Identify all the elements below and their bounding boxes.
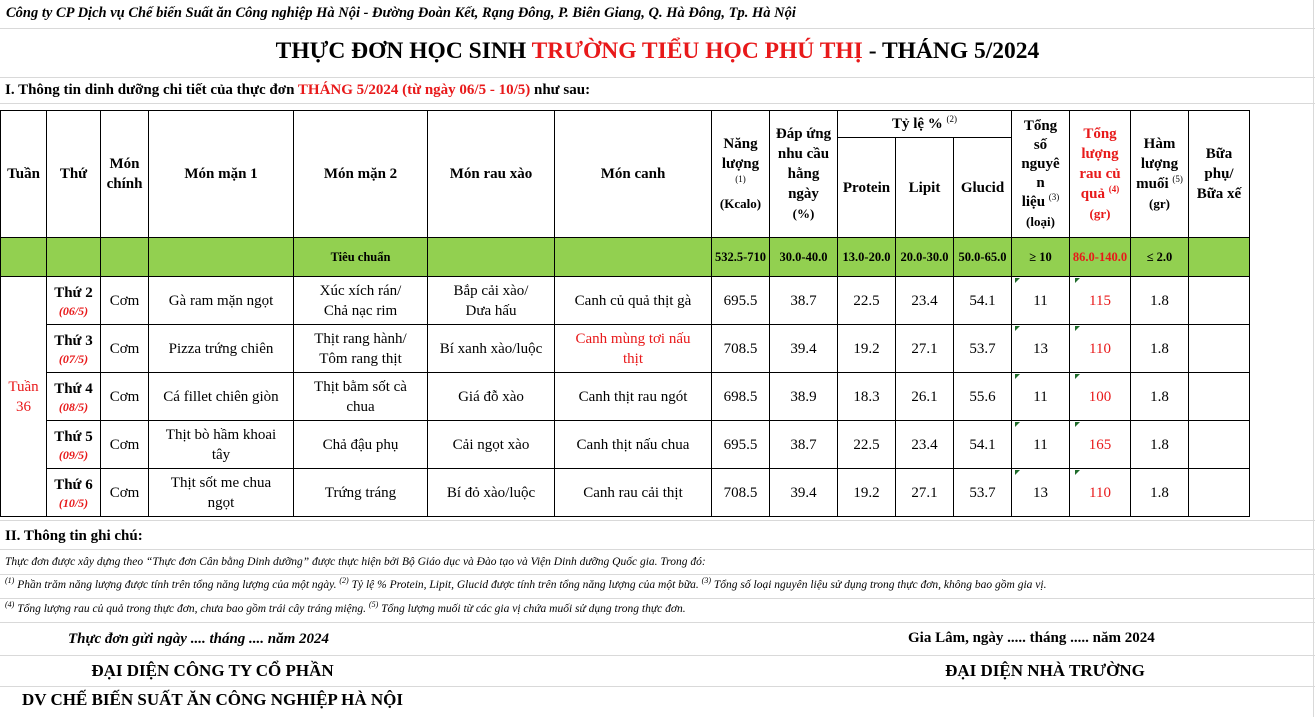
standard-row [1,238,1250,277]
day-cell: Thứ 4 (08/5) [47,373,101,421]
salt-value: 1.8 [1131,277,1189,325]
day-cell: Thứ 6 (10/5) [47,469,101,517]
standard-percent: 30.0-40.0 [770,238,838,277]
menu-table [0,110,1250,517]
main-dish: Cơm [101,373,149,421]
protein-value: 19.2 [838,469,896,517]
man2-dish: Chả đậu phụ [294,421,428,469]
man1-dish: Cá fillet chiên giòn [149,373,294,421]
comment-marker [1075,278,1080,283]
veg-dish: Giá đỗ xào [428,373,555,421]
company-rep-line-2: DV CHẾ BIẾN SUẤT ĂN CÔNG NGHIỆP HÀ NỘI [22,690,403,709]
ingredients-value: 13 [1012,469,1070,517]
header-mon-rau-xao: Món rau xào [428,111,555,238]
man2-dish: Xúc xích rán/ Chả nạc rim [294,277,428,325]
standard-ingredients: ≥ 10 [1012,238,1070,277]
section-1-period: THÁNG 5/2024 (từ ngày 06/5 - 10/5) [297,82,531,98]
header-ty-le: Tỷ lệ % $^{(2)}$ [838,111,1012,138]
soup-dish: Canh thịt nấu chua [555,421,712,469]
standard-lipit: 20.0-30.0 [896,238,954,277]
percent-value: 38.7 [770,421,838,469]
ingredients-value: 11 [1012,277,1070,325]
main-dish: Cơm [101,277,149,325]
standard-veg: 86.0-140.0 [1070,238,1131,277]
place-date: Gia Lâm, ngày ..... tháng ..... năm 2024 [908,630,1155,646]
header-mon-chinh: Món chính [101,111,149,238]
header-tong-so-nguyen-lieu: Tổng số nguyê n liệu $^{(3)}$ (loại) [1012,111,1070,238]
header-thu: Thứ [47,111,101,238]
main-dish: Cơm [101,325,149,373]
lipit-value: 23.4 [896,421,954,469]
day-cell: Thứ 2 (06/5) [47,277,101,325]
comment-marker [1075,422,1080,427]
percent-value: 38.9 [770,373,838,421]
week-cell: Tuần 36 [1,277,47,517]
header-tong-luong-rau: Tổng lượng rau củ quả $^{(4)}$ (gr) [1070,111,1131,238]
man2-dish: Thịt rang hành/ Tôm rang thịt [294,325,428,373]
lipit-value: 27.1 [896,469,954,517]
day-cell: Thứ 5 (09/5) [47,421,101,469]
sent-date: Thực đơn gửi ngày .... tháng .... năm 2024 [68,631,330,647]
soup-dish: Canh thịt rau ngót [555,373,712,421]
header-lipit: Lipit [896,138,954,238]
veg-value: 100 [1070,373,1131,421]
veg-value: 110 [1070,469,1131,517]
table-row [1,277,1250,325]
veg-value: 110 [1070,325,1131,373]
lipit-value: 27.1 [896,325,954,373]
energy-value: 708.5 [712,469,770,517]
header-protein: Protein [838,138,896,238]
energy-value: 708.5 [712,325,770,373]
comment-marker [1015,422,1020,427]
percent-value: 39.4 [770,325,838,373]
header-mon-man-2: Món mặn 2 [294,111,428,238]
man1-dish: Thịt bò hầm khoai tây [149,421,294,469]
man2-dish: Trứng tráng [294,469,428,517]
glucid-value: 55.6 [954,373,1012,421]
standard-glucid: 50.0-65.0 [954,238,1012,277]
comment-marker [1015,278,1020,283]
comment-marker [1015,374,1020,379]
snack-cell [1189,421,1250,469]
standard-salt: ≤ 2.0 [1131,238,1189,277]
school-rep: ĐẠI DIỆN NHÀ TRƯỜNG [945,661,1145,680]
title-prefix: THỰC ĐƠN HỌC SINH [275,38,532,64]
energy-value: 695.5 [712,421,770,469]
veg-value: 165 [1070,421,1131,469]
header-bua-phu: Bữa phụ/ Bữa xế [1189,111,1250,238]
veg-dish: Bí đỏ xào/luộc [428,469,555,517]
veg-dish: Cải ngọt xào [428,421,555,469]
percent-value: 38.7 [770,277,838,325]
protein-value: 22.5 [838,277,896,325]
energy-value: 698.5 [712,373,770,421]
glucid-value: 54.1 [954,277,1012,325]
standard-energy: 532.5-710 [712,238,770,277]
header-dap-ung: Đáp ứng nhu cầu hằng ngày (%) [770,111,838,238]
main-dish: Cơm [101,469,149,517]
percent-value: 39.4 [770,469,838,517]
soup-dish: Canh mùng tơi nấu thịt [555,325,712,373]
glucid-value: 53.7 [954,469,1012,517]
table-row [1,421,1250,469]
man1-dish: Thịt sốt me chua ngọt [149,469,294,517]
protein-value: 22.5 [838,421,896,469]
protein-value: 18.3 [838,373,896,421]
salt-value: 1.8 [1131,421,1189,469]
energy-value: 695.5 [712,277,770,325]
standard-label: Tiêu chuẩn [294,238,428,277]
veg-dish: Bí xanh xào/luộc [428,325,555,373]
standard-protein: 13.0-20.0 [838,238,896,277]
snack-cell [1189,325,1250,373]
lipit-value: 23.4 [896,277,954,325]
salt-value: 1.8 [1131,373,1189,421]
snack-cell [1189,277,1250,325]
salt-value: 1.8 [1131,469,1189,517]
man2-dish: Thịt bằm sốt cà chua [294,373,428,421]
comment-marker [1075,470,1080,475]
note-line-1: $^{(1)}$ Phần trăm năng lượng được tính trên tổng năng lượng của một ngày. $^{(2)}$ Tỷ lệ % Protein, Lipit, Glucid được tính trên tổng năng lượng của một bữa. $^{(3)}$ Tổng số loại nguyên liệu sử dụng trong thực đơn, không bao gồm gia vị. [5,576,1047,591]
header-ham-luong-muoi: Hàm lượng muối $^{(5)}$ (gr) [1131,111,1189,238]
ingredients-value: 11 [1012,421,1070,469]
lipit-value: 26.1 [896,373,954,421]
header-nang-luong: Năng lượng $^{(1)}$ (Kcalo) [712,111,770,238]
man1-dish: Gà ram mặn ngọt [149,277,294,325]
veg-value: 115 [1070,277,1131,325]
company-rep-line-1: ĐẠI DIỆN CÔNG TY CỔ PHẦN [91,661,334,680]
section-1-suffix: như sau: [530,82,591,98]
table-row [1,325,1250,373]
glucid-value: 53.7 [954,325,1012,373]
header-mon-canh: Món canh [555,111,712,238]
soup-dish: Canh củ quả thịt gà [555,277,712,325]
title-school: TRƯỜNG TIỂU HỌC PHÚ THỊ [531,38,863,64]
table-row [1,373,1250,421]
snack-cell [1189,373,1250,421]
glucid-value: 54.1 [954,421,1012,469]
header-glucid: Glucid [954,138,1012,238]
ingredients-value: 13 [1012,325,1070,373]
ingredients-value: 11 [1012,373,1070,421]
day-cell: Thứ 3 (07/5) [47,325,101,373]
header-mon-man-1: Món mặn 1 [149,111,294,238]
section-1-prefix: I. Thông tin dinh dưỡng chi tiết của thực đơn [5,82,298,98]
title-suffix: - THÁNG 5/2024 [862,38,1040,64]
company-header: Công ty CP Dịch vụ Chế biến Suất ăn Công nghiệp Hà Nội - Đường Đoàn Kết, Rạng Đông, P. Biên Giang, Q. Hà Đông, Tp. Hà Nội [6,5,796,21]
table-row [1,469,1250,517]
note-line-2: $^{(4)}$ Tổng lượng rau củ quả trong thực đơn, chưa bao gồm trái cây tráng miệng. $^{(5)}$ Tổng lượng muối từ các gia vị chứa muối sử dụng trong thực đơn. [5,600,686,615]
comment-marker [1015,470,1020,475]
note-intro: Thực đơn được xây dựng theo “Thực đơn Cân bằng Dinh dưỡng” được thực hiện bởi Bộ Giáo dục và Đào tạo và Viện Dinh dưỡng Quốc gia. Trong đó: [5,556,706,568]
soup-dish: Canh rau cải thịt [555,469,712,517]
main-dish: Cơm [101,421,149,469]
section-1-heading [5,82,590,99]
protein-value: 19.2 [838,325,896,373]
comment-marker [1075,326,1080,331]
header-tuan: Tuần [1,111,47,238]
comment-marker [1075,374,1080,379]
section-2-heading: II. Thông tin ghi chú: [5,528,143,544]
salt-value: 1.8 [1131,325,1189,373]
man1-dish: Pizza trứng chiên [149,325,294,373]
comment-marker [1015,326,1020,331]
page-title [0,38,1315,65]
veg-dish: Bắp cải xào/ Dưa hấu [428,277,555,325]
snack-cell [1189,469,1250,517]
